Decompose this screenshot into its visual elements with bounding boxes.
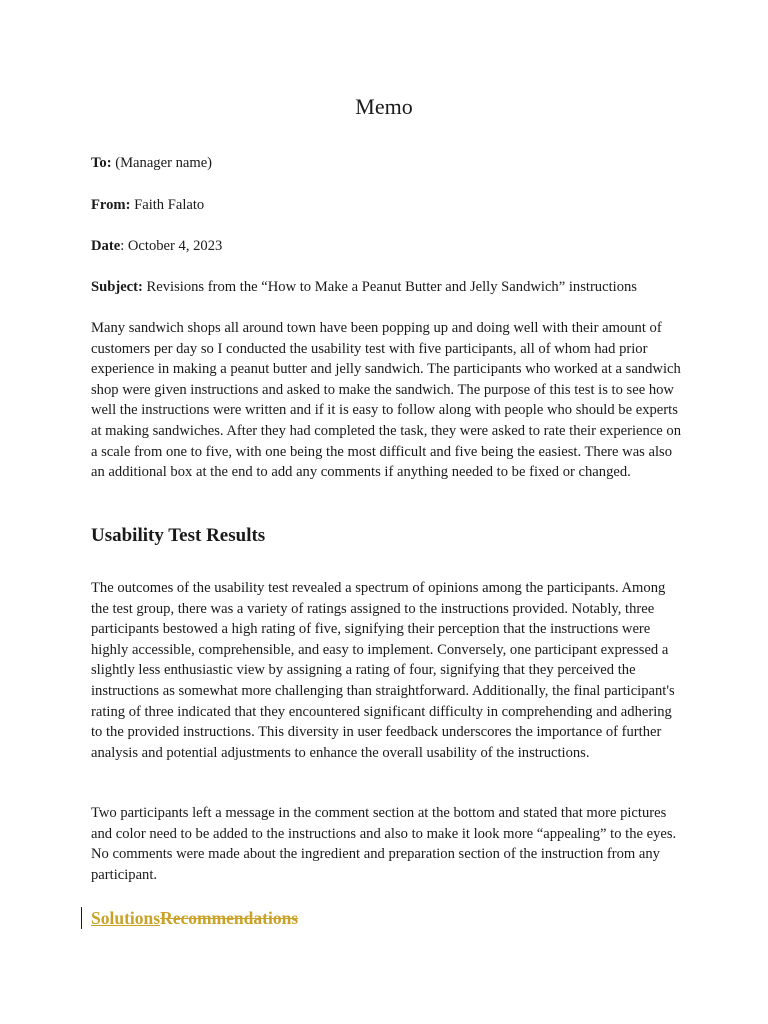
- to-line: [91, 153, 691, 173]
- memo-title: Memo: [355, 94, 413, 119]
- subject-value: Revisions from the “How to Make a Peanut Butter and Jelly Sandwich” instructions: [142, 279, 637, 295]
- results-paragraph: The outcomes of the usability test revealed a spectrum of opinions among the participants. Among the test group, there was a variety of ratings assigned to the instructions provided. Notably, three participants bestowed a high rating of five, signifying their perception that the instructions were highly accessible, comprehensible, and easy to implement. Conversely, one participant expressed a slightly less enthusiastic view by assigning a rating of four, signifying that they perceived the instructions as somewhat more challenging than straightforward. Additionally, the final participant's rating of three indicated that they encountered significant difficulty in comprehending and adhering to the provided instructions. This diversity in user feedback underscores the importance of further analysis and potential adjustments to enhance the overall usability of the instructions.: [91, 580, 675, 761]
- comments-paragraph: Two participants left a message in the comment section at the bottom and stated that more pictures and color need to be added to the instructions and also to make it look more “appealing” to the eyes. No comments were made about the ingredient and preparation section of the instruction from any participant.: [91, 805, 677, 883]
- subject-label: Subject:: [91, 279, 143, 295]
- date-value: : October 4, 2023: [120, 238, 223, 254]
- change-bar: [81, 907, 82, 929]
- intro-paragraph: Many sandwich shops all around town have been popping up and doing well with their amount of customers per day so I conducted the usability test with five participants, all of whom had prior experience in making a peanut butter and jelly sandwich. The participants who worked at a sandwich shop were given instructions and asked to make the sandwich. The purpose of this test is to see how well the instructions were written and if it is easy to follow along with people who should be experts at making sandwiches. After they had completed the task, they were asked to rate their experience on a scale from one to five, with one being the most difficult and five being the easiest. There was also an additional box at the end to add any comments if anything needed to be fixed or changed.: [91, 320, 682, 481]
- date-line: [91, 236, 691, 256]
- from-value: Faith Falato: [130, 197, 205, 213]
- inserted-text[interactable]: Solutions: [91, 908, 161, 928]
- date-label: Date: [91, 238, 121, 254]
- subject-line: [91, 277, 691, 297]
- revised-heading[interactable]: [91, 907, 298, 929]
- deleted-text[interactable]: Recommendations: [160, 908, 299, 928]
- from-label: From:: [91, 197, 131, 213]
- from-line: [91, 195, 691, 215]
- results-heading: Usability Test Results: [91, 525, 266, 546]
- to-value: (Manager name): [111, 155, 213, 171]
- to-label: To:: [91, 155, 112, 171]
